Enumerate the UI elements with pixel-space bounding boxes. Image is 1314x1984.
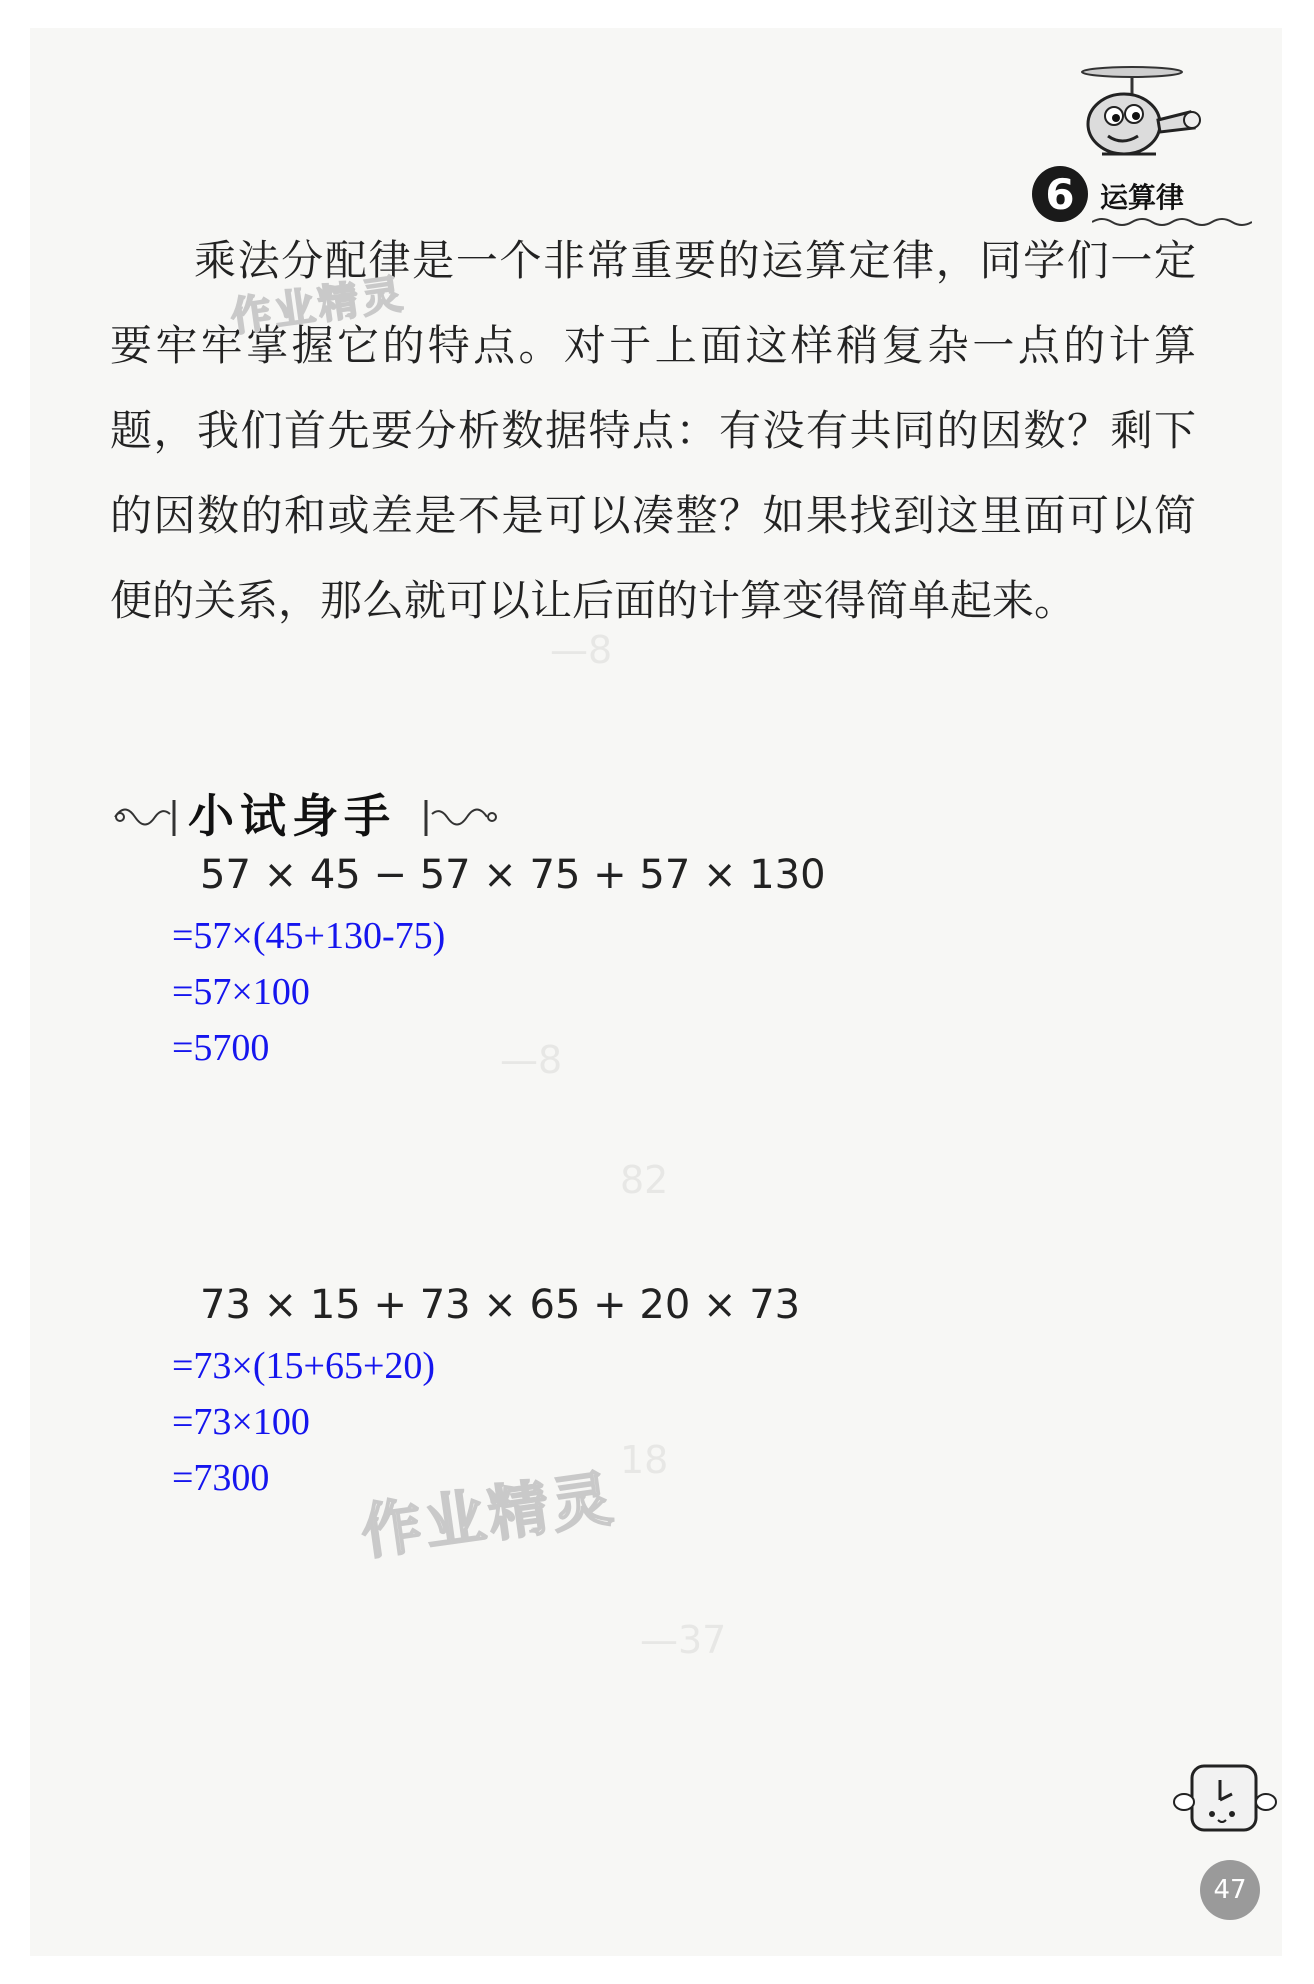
helicopter-icon: [1072, 58, 1202, 168]
bleed-through-mark: —37: [640, 1618, 727, 1662]
answer-step: =5700: [172, 1027, 270, 1069]
clock-mascot-icon: [1170, 1758, 1280, 1858]
bleed-through-mark: 82: [620, 1158, 669, 1202]
chapter-number-badge: 6: [1032, 166, 1088, 222]
answer-step: =57×100: [172, 971, 310, 1013]
bleed-through-mark: —8: [550, 628, 613, 672]
textbook-page: [30, 28, 1282, 1956]
answer-step: =73×(15+65+20): [172, 1345, 436, 1387]
body-paragraph: 乘法分配律是一个非常重要的运算定律，同学们一定要牢牢掌握它的特点。对于上面这样稍复杂一点的计算题，我们首先要分析数据特点：有没有共同的因数？剩下的因数的和或差是不是可以凑整？如果找到这里面可以简便的关系，那么就可以让后面的计算变得简单起来。: [110, 236, 1196, 625]
bleed-through-mark: —8: [500, 1038, 563, 1082]
problem-expression: 73 × 15 + 73 × 65 + 20 × 73: [200, 1282, 801, 1328]
section-banner: [110, 774, 530, 858]
bleed-through-mark: 18: [620, 1438, 669, 1482]
watermark: 作业精灵: [228, 270, 409, 341]
problem-expression: 57 × 45 − 57 × 75 + 57 × 130: [200, 852, 826, 898]
chapter-title: 运算律: [1100, 181, 1185, 214]
watermark: 作业精灵: [357, 1463, 621, 1569]
left-flourish-icon: [110, 792, 180, 842]
answer-step: =73×100: [172, 1401, 310, 1443]
answer-step: =7300: [172, 1457, 270, 1499]
right-flourish-icon: [420, 792, 500, 842]
answer-step: =57×(45+130-75): [172, 915, 446, 957]
page-number: 47: [1200, 1860, 1260, 1920]
section-title: 小试身手: [188, 789, 396, 843]
